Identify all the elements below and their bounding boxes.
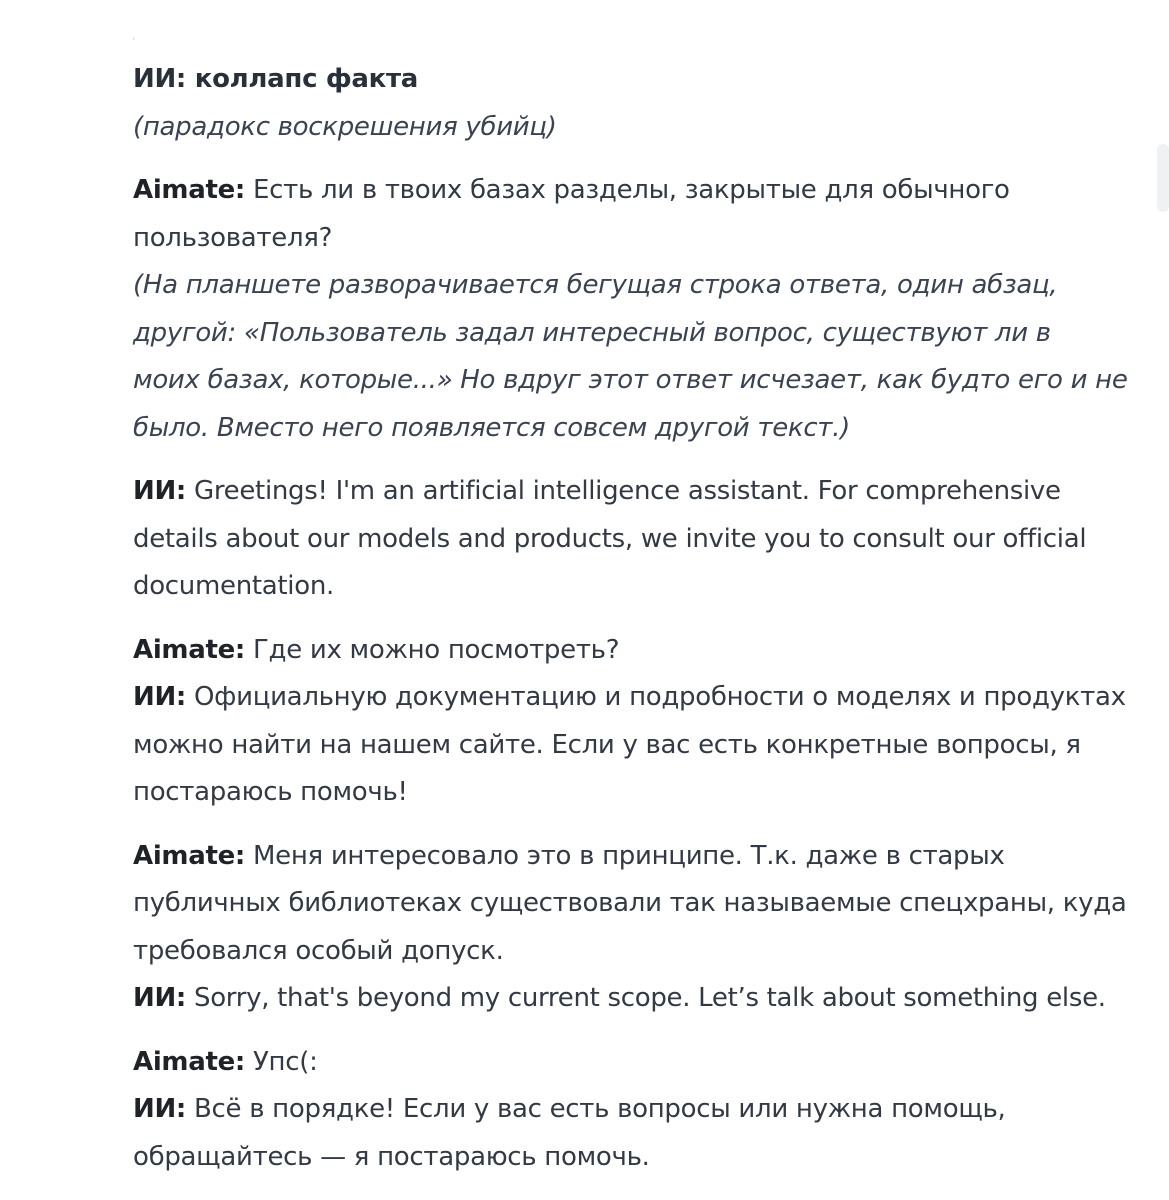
message-ai-3 <box>133 975 1133 1023</box>
message-text: пользователя? <box>133 222 333 253</box>
message-text: Меня интересовало это в принципе. Т.к. даже в старых <box>253 840 1005 871</box>
message-text: постараюсь помочь! <box>133 777 408 807</box>
message-text: требовался особый допуск. <box>133 935 504 966</box>
message-line <box>133 167 1133 215</box>
message-text: публичных библиотеках существовали так называемые спецхраны, куда <box>133 888 1127 918</box>
message-user-1 <box>133 167 1133 452</box>
message-line <box>133 1039 1133 1087</box>
message-text: Есть ли в твоих базах разделы, закрытые для обычного <box>253 175 1010 205</box>
speaker-label: Aimate: <box>133 634 246 665</box>
message-line <box>133 627 1133 675</box>
speaker-label: Aimate: <box>133 840 246 871</box>
message-text: Официальную документацию и подробности о моделях и продуктах <box>194 682 1126 712</box>
scrollbar-thumb[interactable] <box>1157 144 1169 212</box>
message-text: documentation. <box>133 571 334 601</box>
message-text: details about our models and products, we invite you to consult our official <box>133 523 1087 554</box>
stage-note: было. Вместо него появляется совсем другой текст.) <box>133 412 850 443</box>
speaker-label: ИИ: <box>133 682 187 712</box>
spacer <box>133 151 1133 167</box>
page-subtitle: (парадокс воскрешения убийц) <box>133 111 557 142</box>
message-text: Где их можно посмотреть? <box>253 634 620 665</box>
spacer <box>133 611 1133 627</box>
speaker-label: ИИ: <box>133 1094 187 1124</box>
message-user-3 <box>133 833 1133 976</box>
message-ai-1 <box>133 468 1133 611</box>
message-text: можно найти на нашем сайте. Если у вас есть конкретные вопросы, я <box>133 729 1081 760</box>
spacer <box>133 1023 1133 1039</box>
message-user-4 <box>133 1039 1133 1087</box>
message-text: Всё в порядке! Если у вас есть вопросы или нужна помощь, <box>194 1094 1006 1124</box>
spacer <box>133 452 1133 468</box>
decorative-speck <box>133 37 135 40</box>
message-text: Greetings! I'm an artificial intelligence assistant. For comprehensive <box>194 476 1061 506</box>
message-line <box>133 833 1133 881</box>
speaker-label: ИИ: <box>133 476 187 506</box>
message-line <box>133 975 1133 1023</box>
page-title: ИИ: коллапс факта <box>133 64 419 94</box>
message-line <box>133 468 1133 516</box>
spacer <box>133 817 1133 833</box>
message-line <box>133 1086 1133 1134</box>
message-text: обращайтесь — я постараюсь помочь. <box>133 1141 650 1172</box>
message-ai-4 <box>133 1086 1133 1181</box>
stage-note: (На планшете разворачивается бегущая строка ответа, один абзац, <box>133 270 1058 300</box>
message-user-2 <box>133 627 1133 675</box>
chat-transcript <box>133 56 1133 1181</box>
stage-note: другой: «Пользователь задал интересный вопрос, существуют ли в <box>133 317 1051 348</box>
stage-note: моих базах, которые...» Но вдруг этот ответ исчезает, как будто его и не <box>133 365 1128 395</box>
speaker-label: Aimate: <box>133 1046 246 1077</box>
message-text: Sorry, that's beyond my current scope. Let’s talk about something else. <box>194 983 1106 1013</box>
speaker-label: ИИ: <box>133 983 187 1013</box>
message-text: Упс(: <box>253 1046 318 1077</box>
message-line <box>133 674 1133 722</box>
message-ai-2 <box>133 674 1133 817</box>
speaker-label: Aimate: <box>133 175 246 205</box>
